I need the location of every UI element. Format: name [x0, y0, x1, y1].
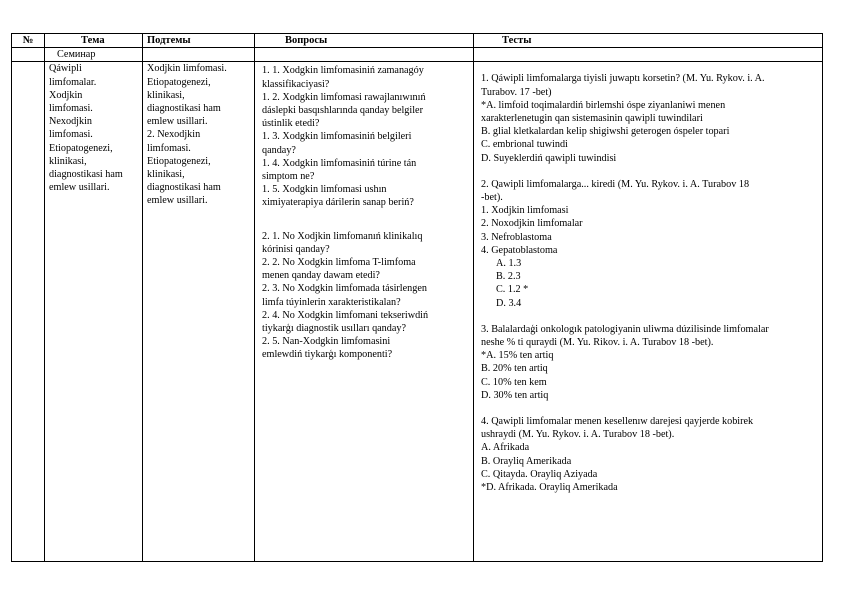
- test-line: -bet).: [481, 192, 503, 204]
- content-row: [12, 62, 823, 562]
- topic-text-line: klinikasi,: [49, 155, 87, 167]
- question-line: 1. 5. Xodgkin limfomasi ushın: [262, 184, 387, 196]
- test-line: C. Qitayda. Orayliq Aziyada: [481, 468, 598, 480]
- test-answer-option: D. 3.4: [496, 297, 522, 309]
- header-number: №: [12, 34, 45, 48]
- test-line: 1. Qáwipli limfomalarga tiyisli juwaptı korsetin? (M. Yu. Rykov. i. A.: [481, 73, 765, 85]
- topic-text-line: limfomasi.: [49, 129, 93, 141]
- question-line: 2. 5. Nan-Xodgkin limfomasini: [262, 336, 391, 348]
- curriculum-table: [11, 33, 823, 562]
- subtopic-text-line: limfomasi.: [147, 142, 191, 154]
- header-row: [12, 34, 823, 48]
- test-answer-option: A. 1.3: [496, 258, 522, 270]
- subtopic-text-line: diagnostikasi ham: [147, 182, 221, 194]
- question-line: kórinisi qanday?: [262, 243, 330, 255]
- topic-text-line: limfomasi.: [49, 103, 93, 115]
- test-line: 3. Nefroblastoma: [481, 231, 552, 243]
- question-line: 2. 1. No Xodjkin limfomanıń klinikalıq: [262, 230, 423, 242]
- test-line: D. Suyeklerdiń qawipli tuwindisi: [481, 152, 617, 164]
- header-questions: Вопросы: [255, 34, 474, 48]
- test-line: B. Orayliq Amerikada: [481, 455, 572, 467]
- test-line: neshe % ti quraydi (M. Yu. Rikov. i. A. Turabov 18 -bet).: [481, 337, 714, 349]
- question-line: 1. 1. Xodgkin limfomasiniń zamanagóy: [262, 65, 424, 77]
- subtopic-text-line: klinikasi,: [147, 169, 185, 181]
- subtopic-text-line: Etiopatogenezi,: [147, 76, 211, 88]
- topic-text-line: Qáwipli: [49, 63, 82, 75]
- test-line: 4. Gepatoblastoma: [481, 244, 558, 256]
- test-line: 4. Qawipli limfomalar menen kesellenıw darejesi qayjerde kobirek: [481, 416, 754, 428]
- test-line: C. 10% ten kem: [481, 376, 547, 388]
- test-line: 3. Balalardaģi onkologık patologiyanin uliwma dúzilisinde limfomalar: [481, 323, 769, 335]
- seminar-label: Семинар: [45, 48, 143, 62]
- test-line: A. Afrikada: [481, 442, 530, 454]
- test-line: B. 20% ten artiq: [481, 363, 548, 375]
- test-answer-option: B. 2.3: [496, 271, 521, 283]
- question-line: klassifikaciyasi?: [262, 78, 330, 90]
- topic-text-line: diagnostikasi ham: [49, 169, 123, 181]
- question-line: 1. 2. Xodgkin limfomasi rawajlanıwınıń: [262, 91, 426, 103]
- test-line: xaraktеrlеnеtugin qan sistemasinin qawipli tuwindilari: [481, 113, 703, 125]
- test-answer-option: C. 1.2 *: [496, 284, 529, 296]
- subtopic-text-line: 2. Nexodjkin: [147, 129, 201, 141]
- subtopic-text-line: diagnostikasi ham: [147, 103, 221, 115]
- header-subtopics: Подтемы: [143, 34, 255, 48]
- question-line: emlewdiń tiykarģı komponenti?: [262, 349, 393, 361]
- question-line: dáslepki basqıshlarında qanday belgiler: [262, 105, 423, 117]
- question-line: 1. 4. Xodgkin limfomasiniń túrine tán: [262, 157, 417, 169]
- question-line: ximiyaterapiya dárilerin sanap beriń?: [262, 197, 414, 209]
- test-line: *D. Afrikada. Orayliq Amerikada: [481, 482, 618, 494]
- test-line: Turabov. 17 -bet): [481, 86, 552, 98]
- test-line: C. embrional tuwindi: [481, 139, 568, 151]
- subtopic-text-line: Etiopatogenezi,: [147, 155, 211, 167]
- test-line: 2. Noxodjkin limfomalar: [481, 218, 583, 230]
- question-line: 2. 2. No Xodgkin limfoma T-limfoma: [262, 257, 416, 269]
- question-line: ústinlik etedi?: [262, 118, 320, 130]
- header-tests: Тесты: [474, 34, 823, 48]
- question-line: 1. 3. Xodgkin limfomasiniń belgileri: [262, 131, 412, 143]
- seminar-row: [12, 48, 823, 62]
- subtopic-cell: [143, 62, 255, 562]
- topic-text-line: emlew usillari.: [49, 182, 110, 194]
- subtopic-text-line: klinikasi,: [147, 89, 185, 101]
- subtopic-text-line: emlew usillari.: [147, 195, 208, 207]
- question-line: tiykarģı diagnostik usılları qanday?: [262, 323, 407, 335]
- questions-cell: [255, 62, 474, 562]
- topic-text-line: Nexodjkin: [49, 116, 93, 128]
- subtopic-text-line: emlew usillari.: [147, 116, 208, 128]
- question-line: limfa túyinlerin xarakteristikalan?: [262, 296, 401, 308]
- question-line: qanday?: [262, 144, 296, 156]
- test-line: 2. Qawipli limfomalarga... kiredi (M. Yu. Rykov. i. A. Turabov 18: [481, 178, 750, 190]
- test-line: ushraydi (M. Yu. Rykov. i. A. Turabov 18 -bet).: [481, 429, 675, 441]
- test-line: B. glial kletkalardan kelip shigiwshi geterogen ósрeler topari: [481, 126, 730, 138]
- subtopic-text-line: Xodjkin limfomasi.: [147, 63, 227, 75]
- test-line: *A. 15% ten artiq: [481, 350, 554, 362]
- test-line: D. 30% ten artiq: [481, 389, 549, 401]
- question-line: 2. 4. No Xodgkin limfomani tekseriwdiń: [262, 309, 429, 321]
- topic-text-line: Etiopatogenezi,: [49, 142, 113, 154]
- header-topic: Тема: [45, 34, 143, 48]
- question-line: simptom ne?: [262, 171, 315, 183]
- tests-cell: [474, 62, 823, 562]
- topic-cell: [45, 62, 143, 562]
- question-line: menen qanday dawam etedi?: [262, 270, 380, 282]
- test-line: 1. Xodjkin limfomasi: [481, 205, 569, 217]
- topic-text-line: limfomalar.: [49, 76, 97, 88]
- test-line: *A. limfoid toqimalardiń birlemshi óspe ziyanlaniwi menen: [481, 99, 726, 111]
- topic-text-line: Xodjkin: [49, 89, 83, 101]
- number-cell: [12, 62, 45, 562]
- question-line: 2. 3. No Xodgkin limfomada tásirlengen: [262, 283, 427, 295]
